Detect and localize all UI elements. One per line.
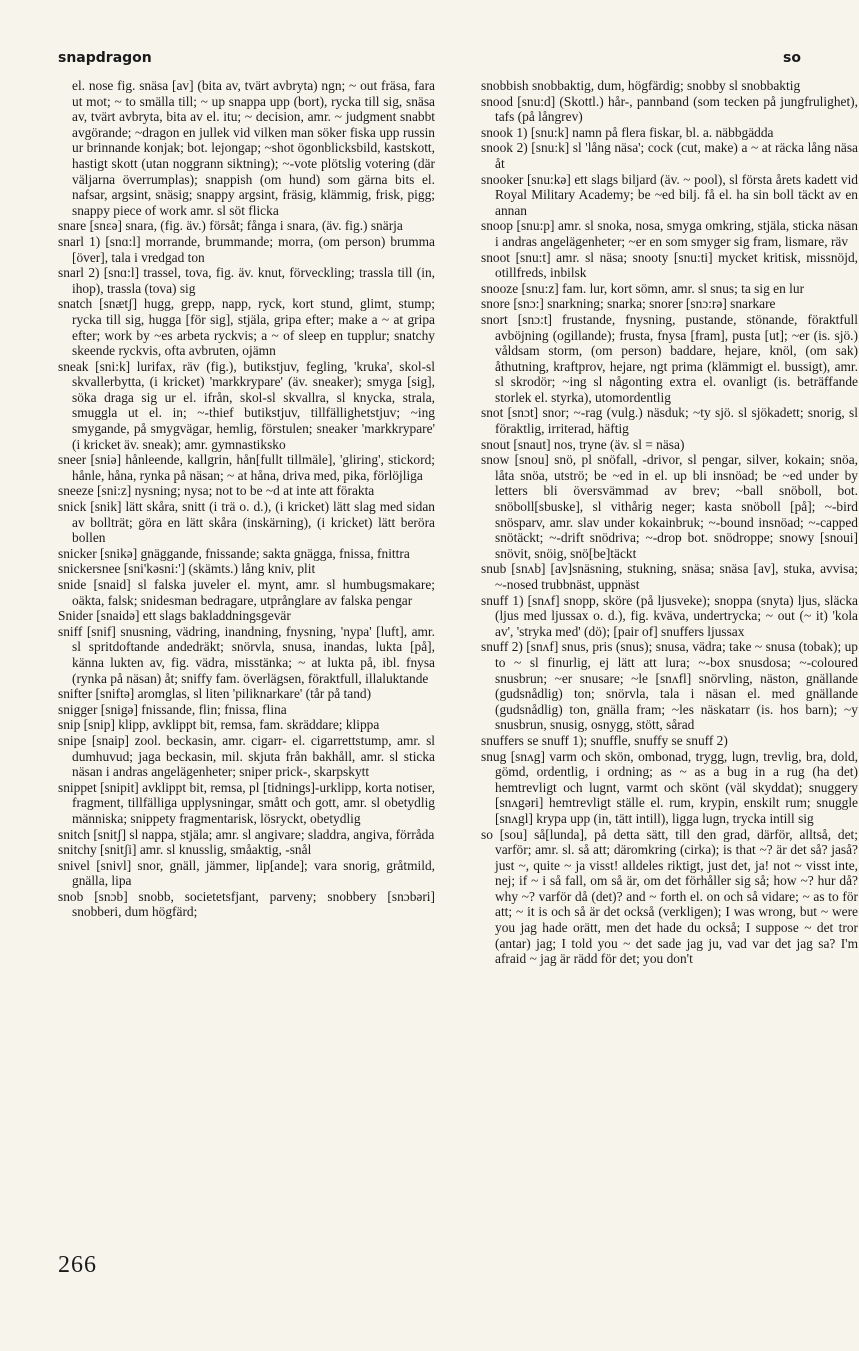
dictionary-entry: snitchy [snitʃi] amr. sl knusslig, småaktig, -snål [58, 842, 312, 858]
dictionary-entry: snooker [snu:kə] ett slags biljard (äv. ~ pool), sl första årets kadett vid Royal Military Academy; be ~ed bilj. få el. ha sin boll täckt av en annan [481, 171, 858, 218]
dictionary-entry: sneak [sni:k] lurifax, räv (fig.), butikstjuv, fegling, 'kruka', skol-sl skvallerbytta, (i kricket) 'markkrypare' (äv. sneaker); smyga [sig], söka draga sig ur el. ifrån, skol-sl skvallra, sl knycka, strala, smuggla ut el. in; ~-thief butikstjuv, tillfällighetstjuv; ~ing smygande, på smygvägar, hemlig, förstulen; sneaker 'markkrypare' (i kricket äv. sneak); amr. gymnastiksko [58, 358, 435, 452]
dictionary-entry: snarl 1) [snɑ:l] morrande, brummande; morra, (om person) brumma [över], tala i vredgad ton [58, 233, 435, 265]
dictionary-entry: snore [snɔ:] snarkning; snarka; snorer [snɔ:rə] snarkare [481, 296, 776, 312]
header-left-guide-word: snapdragon [58, 50, 152, 66]
left-column [58, 78, 435, 920]
dictionary-entry: snub [snʌb] [av]snäsning, stukning, snäsa; snäsa [av], stuka, avvisa; ~-nosed trubbnäst, uppnäst [481, 561, 858, 592]
dictionary-entry: snout [snaut] nos, tryne (äv. sl = näsa) [481, 436, 685, 452]
dictionary-entry: Snider [snaidə] ett slags bakladdningsgevär [58, 608, 291, 624]
dictionary-entry: snuff 2) [snʌf] snus, pris (snus); snusa, vädra; take ~ snusa (tobak); up to ~ sl finurlig, ej lätt att lura; ~-box snusdosa; ~-coloured snusbrun; ~er snusare; ~le [snʌfl] snörvling, näston, gnällande (gudsnådlig) ton; snörvla, tala i näsan el. med gnällande (gudsnådlig) ton, gnälla fram; ~les näskatarr (is. hos barn); ~y snusbrun, snusig, osnygg, stött, sårad [481, 639, 858, 733]
dictionary-entry: snick [snik] lätt skåra, snitt (i trä o. d.), (i kricket) lätt slag med sidan av bollträt; göra en lätt skåra (inskärning), (i kricket) lätt beröra bollen [58, 499, 435, 546]
dictionary-entry: snifter [sniftə] aromglas, sl liten 'piliknarkare' (tår på tand) [58, 686, 372, 702]
right-column [481, 78, 858, 967]
dictionary-entry: snigger [snigə] fnissande, flin; fnissa, flina [58, 701, 287, 717]
dictionary-entry: sniff [snif] snusning, vädring, inandning, fnysning, 'nypa' [luft], amr. sl spritdoftande andedräkt; snörvla, snusa, inandas, lukta [på], känna lukten av, fig. vädra, misstänka; ~ at lukta på, ibl. fnysa (rynka på näsan) åt; sniffy fam. överlägsen, föraktfull, illaluktande [58, 623, 435, 686]
dictionary-entry: snook 2) [snu:k] sl 'lång näsa'; cock (cut, make) a ~ at räcka lång näsa åt [481, 140, 858, 171]
page-number: 266 [58, 1252, 97, 1278]
dictionary-entry: snow [snou] snö, pl snöfall, -drivor, sl pengar, silver, kokain; snöa, låta snöa, utströ; be ~ed in el. up bli insnöad; be ~ed under by letters bli översvämmad av brev; ~ball snöboll, bot. snöboll[sbuske], sl vithårig neger; kasta snöboll [på]; ~-bird snösparv, amr. slav under kokainbruk; ~-bound insnöad; ~-capped snötäckt; ~-drift snödriva; ~-drop bot. snödroppe; snowy [snoui] snövit, snöig, snö[be]täckt [481, 452, 858, 561]
dictionary-entry: snooze [snu:z] fam. lur, kort sömn, amr. sl snus; ta sig en lur [481, 280, 805, 296]
dictionary-entry: snoop [snu:p] amr. sl snoka, nosa, smyga omkring, stjäla, sticka näsan i andras angelägenheter; ~er en som smyger sig fram, lismare, räv [481, 218, 858, 249]
dictionary-entry: snobbish snobbaktig, dum, högfärdig; snobby sl snobbaktig [481, 78, 801, 93]
header-right-guide-word: so [783, 50, 801, 66]
dictionary-entry: sneeze [sni:z] nysning; nysa; not to be ~d at inte att förakta [58, 483, 375, 499]
dictionary-entry: so [sou] så[lunda], på detta sätt, till den grad, därför, alltså, det; varför; amr. sl. så att; däromkring (cirka); is that ~? är det så? jaså? just ~, quite ~ ja visst! alldeles riktigt, just det, ja! not ~ visst inte, nej; if ~ i så fall, om så är, om det förhåller sig så; how ~? hur då? why ~? varför då (det)? and ~ forth el. on och så vidare; ~ as to för att; ~ it is och så är det också (verkligen); I was wrong, but ~ were you jag hade orätt, men det hade du också; I suppose ~ det tror (antar) jag; I told you ~ det sade jag ju, vad var det jag sa? I'm afraid ~ jag är rädd för det; you don't [481, 826, 858, 967]
dictionary-entry: snare [snɛə] snara, (fig. äv.) försåt; fånga i snara, (äv. fig.) snärja [58, 218, 403, 234]
dictionary-entry: snicker [snikə] gnäggande, fnissande; sakta gnägga, fnissa, fnittra [58, 545, 410, 561]
dictionary-entry: snuffers se snuff 1); snuffle, snuffy se snuff 2) [481, 732, 728, 748]
dictionary-entry: snoot [snu:t] amr. sl näsa; snooty [snu:ti] mycket kritisk, missnöjd, otillfreds, inbilsk [481, 249, 858, 281]
dictionary-entry: snug [snʌg] varm och skön, ombonad, trygg, lugn, trevlig, bra, dold, gömd, ordentlig, i ordning; as ~ as a bug in a rug (ha det) hemtrevligt och lugnt, varmt och skönt (väl skyddat); snuggery [snʌgəri] hemtrevligt ställe el. rum, krypin, enskilt rum; snuggle [snʌgl] krypa upp (in, tätt intill), ligga lugn, trycka intill sig [481, 748, 858, 826]
dictionary-entry: snort [snɔ:t] frustande, fnysning, pustande, stönande, föraktfull avböjning (ogillande); frusta, fnysa [fram], pusta [ut]; ~er (is. sjö.) våldsam storm, (om person) baddare, hejare, knöl, (om sak) åthutning, kraftprov, hejare, ngt prima (klämmigt el. bussigt), amr. sl skrodör; ~ing sl någonting extra el. ovanligt (is. beträffande storlek el. styrka), utomordentlig [481, 311, 858, 405]
dictionary-entry: sneer [sniə] hånleende, kallgrin, hån[fullt tillmäle], 'gliring', stickord; hånle, håna, rynka på näsan; ~ at håna, driva med, pika, förlöjliga [58, 452, 435, 483]
dictionary-entry: snivel [snivl] snor, gnäll, jämmer, lip[ande]; vara snorig, gråtmild, gnälla, lipa [58, 857, 435, 889]
dictionary-entry: snot [snɔt] snor; ~-rag (vulg.) näsduk; ~ty sjö. sl sjökadett; snorig, sl föraktlig, irriterad, häftig [481, 405, 858, 437]
dictionary-entry: el. nose fig. snäsa [av] (bita av, tvärt avbryta) ngn; ~ out fräsa, fara ut mot; ~ to smälla till; ~ up snappa upp (bort), rycka till sig, snäsa av, tvärt avbryta, bita av el. itu; ~ decision, amr. ~ judgment snabbt avgörande; ~dragon en jullek vid vilken man söker fiska upp russin ur brinnande konjak; bot. lejongap; ~shot ögonblicksbild, kastskott, hastigt skott (utan noggrann siktning); ~-vote plötslig votering (där väljarna överrumplas); snappish (om hund) som gärna bits el. nafsar, argsint, snäsig; snappy argsint, fräsig, klämmig, frisk, pigg; snappy piece of work amr. sl söt flicka [72, 78, 435, 218]
dictionary-entry: snook 1) [snu:k] namn på flera fiskar, bl. a. näbbgädda [481, 124, 774, 140]
dictionary-entry: snood [snu:d] (Skottl.) hår-, pannband (som tecken på jungfrulighet), tafs (på långrev) [481, 93, 858, 125]
dictionary-entry: snatch [snætʃ] hugg, grepp, napp, ryck, kort stund, glimt, stump; rycka till sig, hugga [för sig], stjäla, gripa efter; make a ~ at gripa efter; work by ~es arbeta ryckvis; a ~ of sleep en tupplur; snatchy skeende ryckvis, ofta avbruten, ojämn [58, 296, 435, 359]
dictionary-entry: snuff 1) [snʌf] snopp, sköre (på ljusveke); snoppa (snyta) ljus, släcka (ljus med ljussax o. d.), fig. kväva, undertrycka; ~ out (~ it) 'kola av', 'stryka med' (dö); [pair of] snuffers ljussax [481, 592, 858, 639]
dictionary-entry: snipe [snaip] zool. beckasin, amr. cigarr- el. cigarrettstump, amr. sl dumhuvud; jaga beckasin, mil. skjuta från bakhåll, amr. sl sticka näsan i andras angelägenheter; sniper prick-, skarpskytt [58, 732, 435, 780]
dictionary-entry: snide [snaid] sl falska juveler el. mynt, amr. sl humbugsmakare; oäkta, falsk; snidesman bedragare, utprånglare av falska pengar [58, 577, 435, 608]
dictionary-entry: snickersnee [sni'kəsni:'] (skämts.) lång kniv, plit [58, 561, 316, 577]
dictionary-entry: snarl 2) [snɑ:l] trassel, tova, fig. äv. knut, förveckling; trassla till (in, ihop), trassla (tova) sig [58, 265, 435, 296]
dictionary-entry: snippet [snipit] avklippt bit, remsa, pl [tidnings]-urklipp, korta notiser, fragment, tillfälliga upplysningar, smått och gott, amr. sl obetydlig människa; snippety fragmentarisk, lösryckt, obetydlig [58, 779, 435, 826]
dictionary-entry: snob [snɔb] snobb, societetsfjant, parveny; snobbery [snɔbəri] snobberi, dum högfärd; [58, 888, 435, 920]
dictionary-entry: snitch [snitʃ] sl nappa, stjäla; amr. sl angivare; sladdra, angiva, förråda [58, 826, 435, 842]
running-header [58, 50, 801, 66]
dictionary-entry: snip [snip] klipp, avklippt bit, remsa, fam. skräddare; klippa [58, 717, 380, 733]
